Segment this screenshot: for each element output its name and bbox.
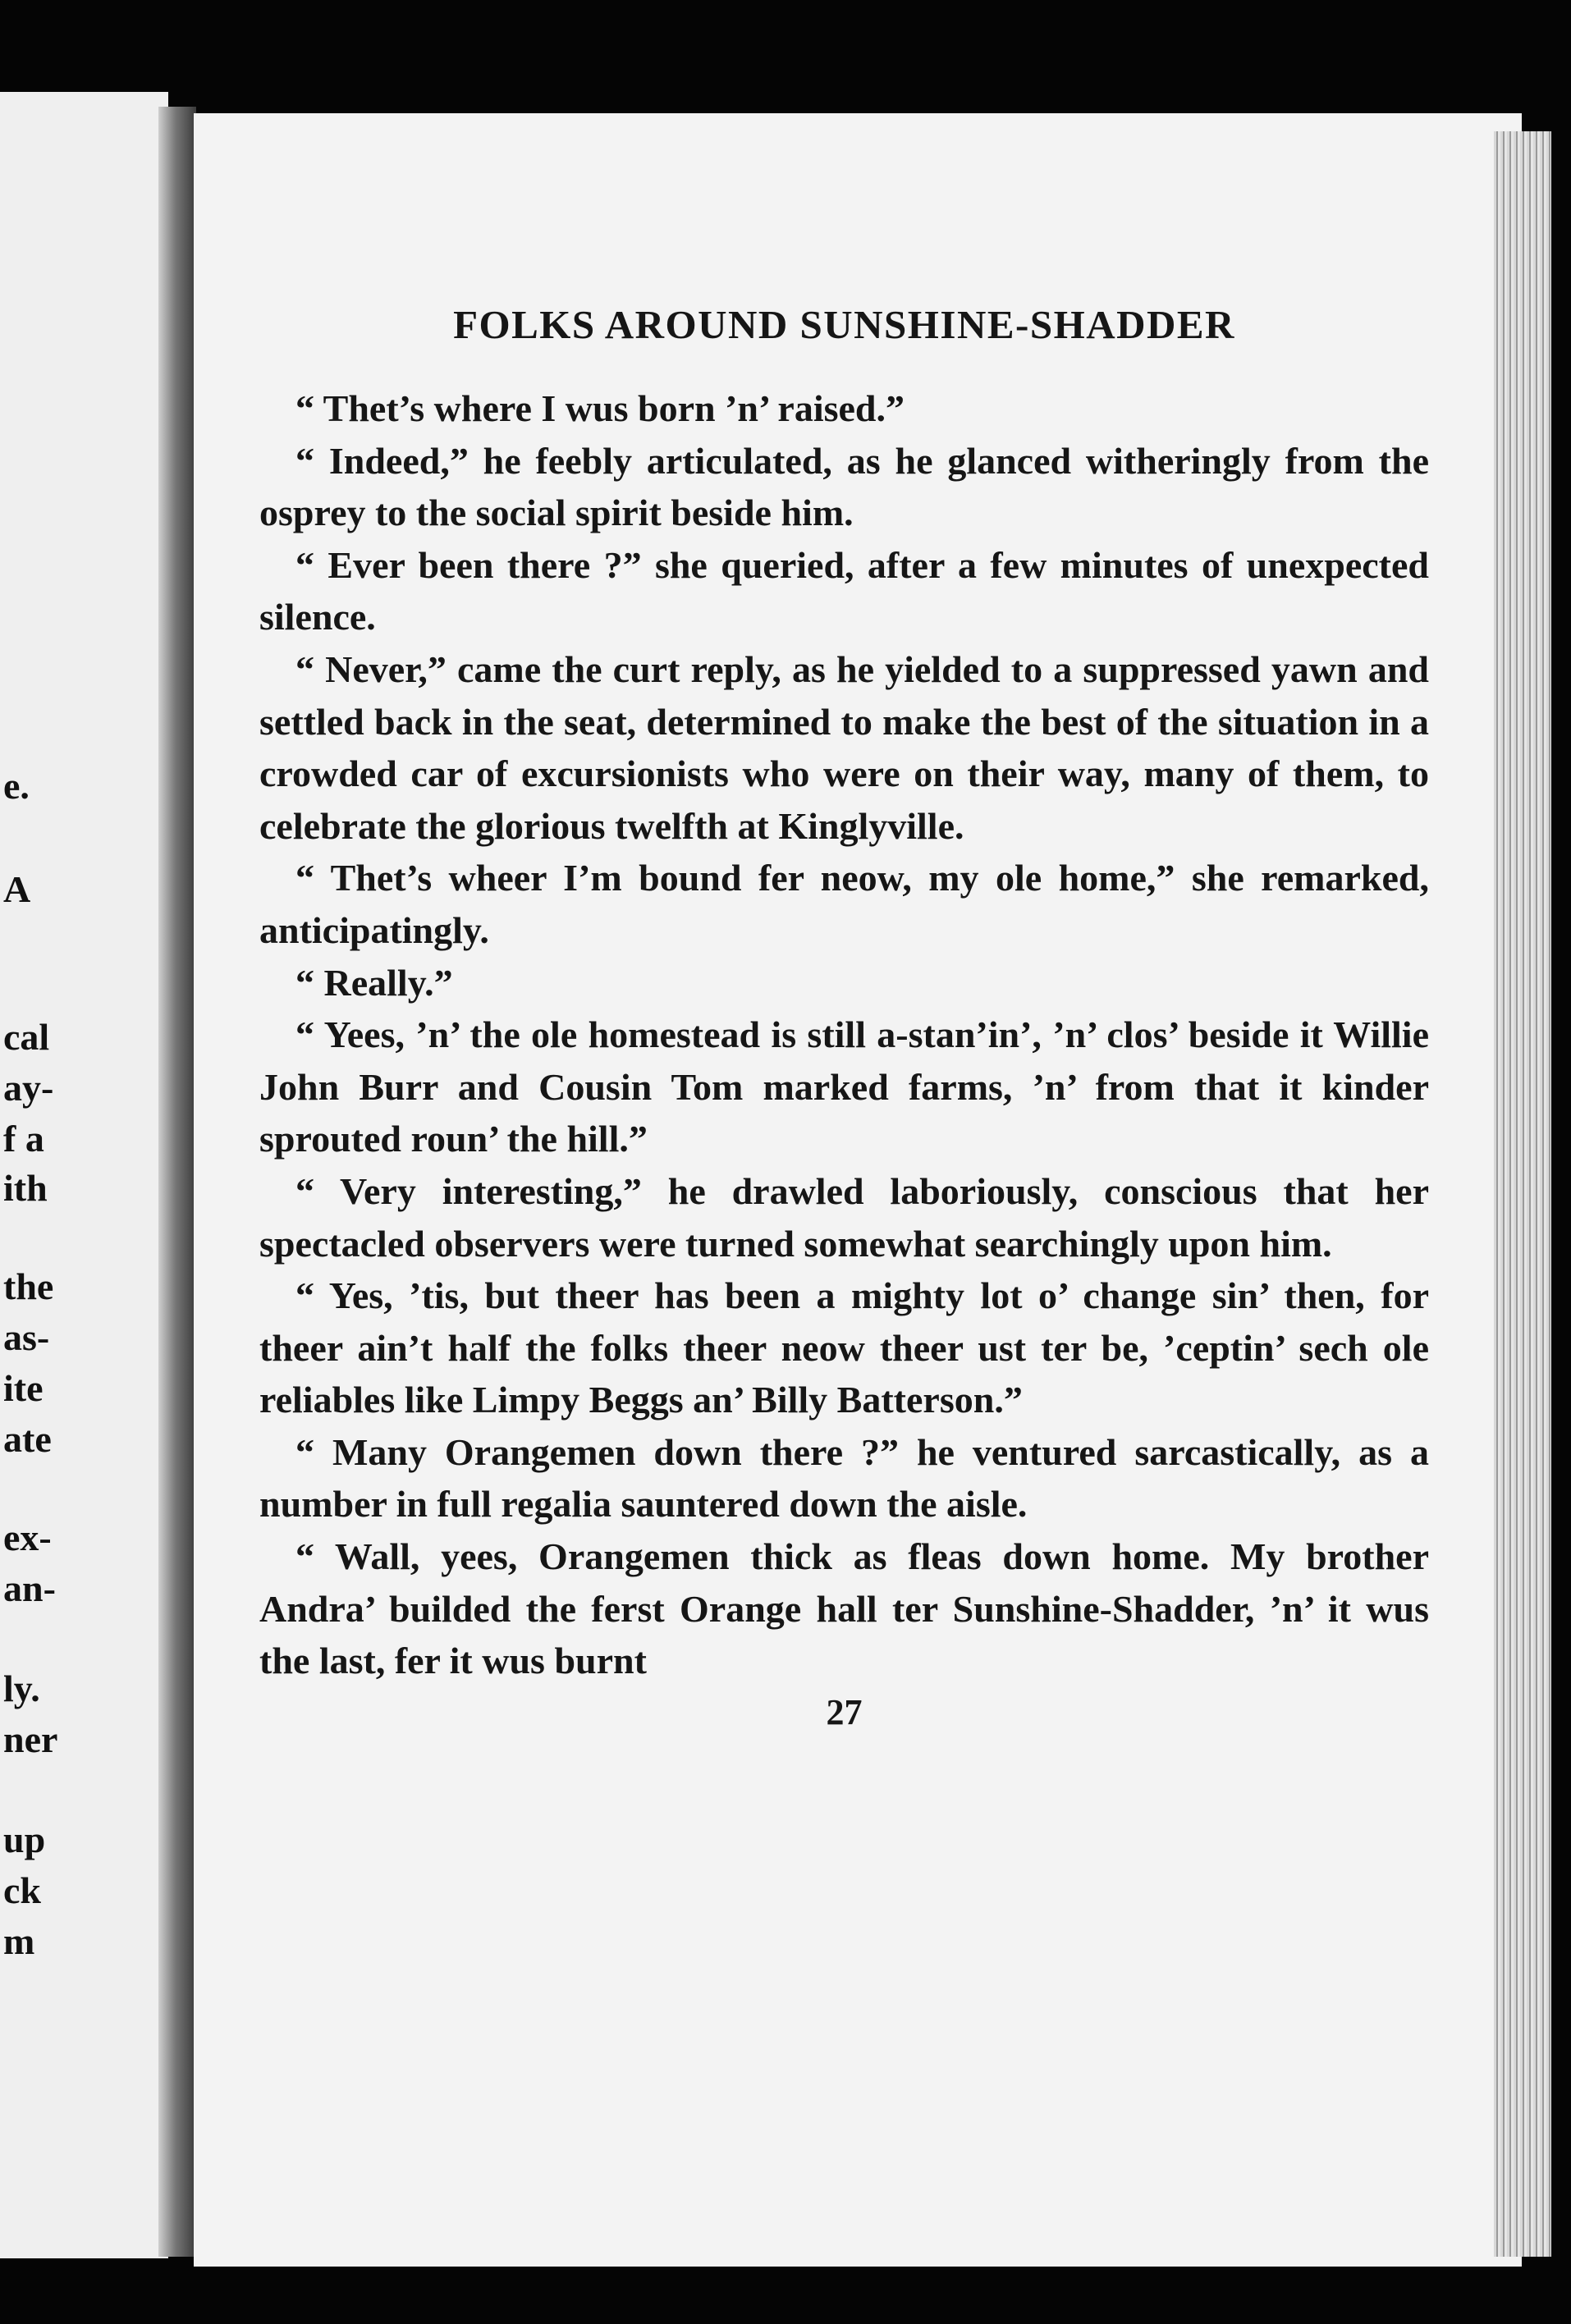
left-page-fragment: e. (3, 765, 30, 807)
page-number: 27 (826, 1691, 863, 1732)
gutter-shadow (158, 107, 196, 2257)
left-page-fragment: ith (3, 1167, 48, 1209)
paragraph: “ Really.” (295, 961, 453, 1004)
page-stack-edge (1494, 131, 1551, 2257)
paragraph: “ Indeed,” he feebly articulated, as he glanced witheringly from the osprey to the social spirit beside him. (259, 439, 1429, 534)
left-page-fragment: the (3, 1265, 54, 1307)
paragraph: “ Thet’s wheer I’m bound fer neow, my ole home,” she remarked, anticipatingly. (259, 857, 1429, 951)
paragraph: “ Yees, ’n’ the ole homestead is still a-stan’in’, ’n’ clos’ beside it Willie John Burr and Cousin Tom marked farms, ’n’ from that it kinder sprouted roun’ the hill.” (259, 1013, 1429, 1160)
paragraph: “ Many Orangemen down there ?” he ventured sarcastically, as a number in full regalia sauntered down the aisle. (259, 1430, 1429, 1526)
left-page-fragment: an- (3, 1567, 56, 1609)
left-page-fragment: ck (3, 1869, 41, 1911)
left-page-fragment: f a (3, 1118, 44, 1160)
paragraph: “ Thet’s where I wus born ’n’ raised.” (295, 387, 905, 429)
left-page-fragment: m (3, 1920, 35, 1962)
left-page-fragment: ate (3, 1418, 52, 1460)
previous-page-edge (0, 92, 168, 2258)
left-page-fragment: ex- (3, 1517, 52, 1558)
left-page-fragment: ly. (3, 1668, 40, 1709)
left-page-fragment: up (3, 1818, 46, 1860)
paragraph: “ Yes, ’tis, but theer has been a mighty lot o’ change sin’ then, for theer ain’t half the folks theer neow theer ust ter be, ’ceptin’ sech ole reliables like Limpy Beggs an’ Billy Batterson.” (259, 1274, 1429, 1421)
paragraph: “ Never,” came the curt reply, as he yielded to a suppressed yawn and settled back in the seat, determined to make the best of the situation in a crowded car of excursionists who were on their way, many of them, to celebrate the glorious twelfth at Kinglyville. (259, 647, 1429, 847)
book-page (194, 113, 1522, 2267)
left-page-fragment: ay- (3, 1067, 54, 1109)
left-page-fragment: as- (3, 1316, 50, 1358)
paragraph: “ Wall, yees, Orangemen thick as fleas down home. My brother Andra’ builded the ferst Orange hall ter Sunshine-Shadder, ’n’ it wus the last, fer it wus burnt (259, 1535, 1429, 1682)
left-page-fragment: ite (3, 1367, 44, 1409)
running-head: FOLKS AROUND SUNSHINE-SHADDER (453, 302, 1235, 347)
paragraph: “ Ever been there ?” she queried, after a few minutes of unexpected silence. (259, 543, 1429, 638)
left-page-fragment: cal (3, 1016, 50, 1058)
paragraph: “ Very interesting,” he drawled laboriously, conscious that her spectacled observers were turned somewhat searchingly upon him. (259, 1169, 1429, 1265)
left-page-fragment: ner (3, 1718, 58, 1760)
left-page-fragment: A (3, 868, 31, 910)
page-text-block (259, 302, 1429, 1733)
